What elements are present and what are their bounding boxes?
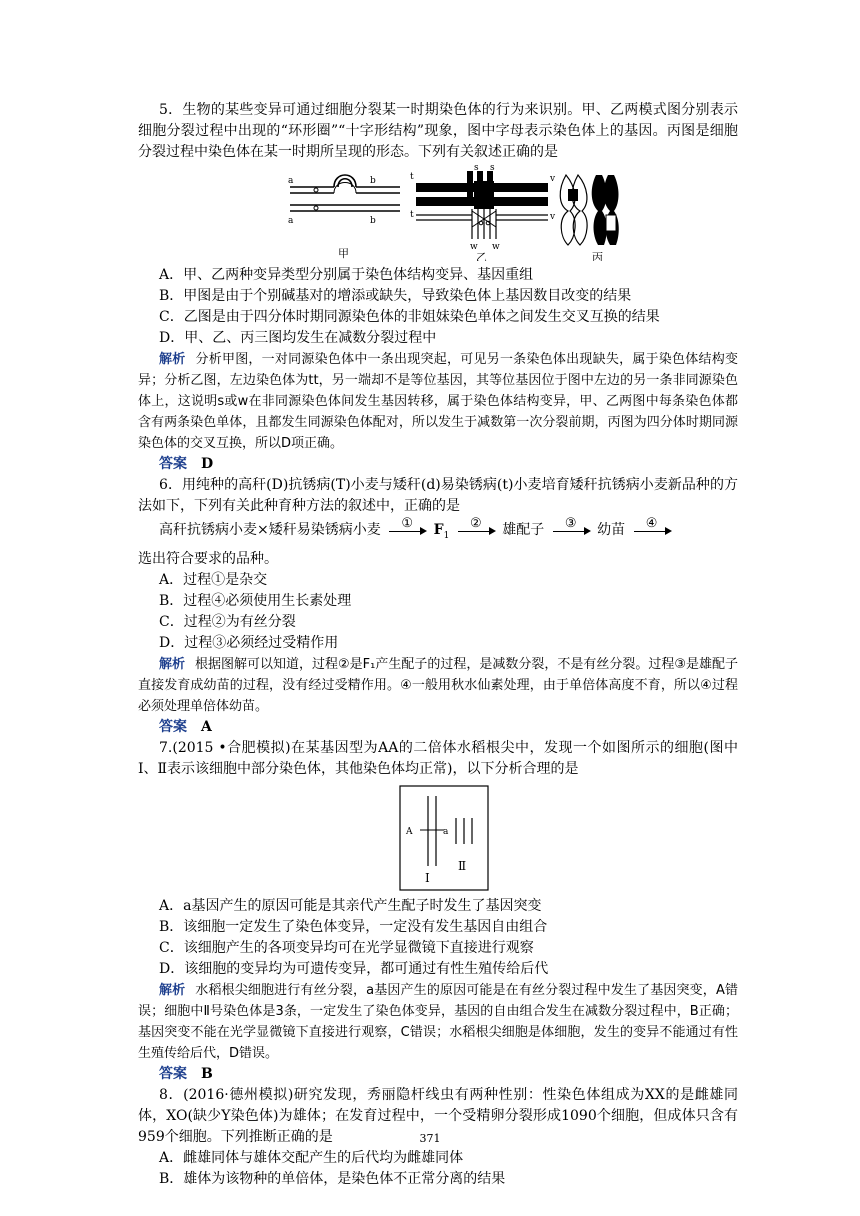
label-A: A xyxy=(406,826,413,837)
q5-figure xyxy=(138,165,738,261)
flow-f1: $F_1$ xyxy=(433,522,450,541)
label-bing: 丙 xyxy=(592,251,603,261)
step-4-label: ④ xyxy=(645,516,658,531)
q7-analysis-text: 水稻根尖细胞进行有丝分裂，a基因产生的原因可能是在有丝分裂过程中发生了基因突变，A错误；细胞中Ⅱ号染色体是3条，一定发生了染色体变异，基因的自由组合发生在减数分裂过程中，B正确；基因突变不能在光学显微镜下直接进行观察，C错误；水稻根尖细胞是体细胞，发生的变异不能通过有性生殖传给后代，D错误。 xyxy=(138,982,738,1061)
q7-answer-value: B xyxy=(201,1065,213,1082)
arrow-step-3 xyxy=(551,516,591,537)
answer-label: 答案 xyxy=(159,1065,187,1082)
analysis-label: 解析 xyxy=(159,352,186,367)
label-yi: 乙 xyxy=(476,251,487,261)
q6-answer xyxy=(138,717,738,738)
q5-answer-value: D xyxy=(201,456,214,472)
q7-figure xyxy=(138,784,738,894)
analysis-label: 解析 xyxy=(159,656,186,672)
q6-analysis xyxy=(138,654,738,717)
analysis-label: 解析 xyxy=(159,982,186,998)
q6-option-b: B．过程④必须使用生长素处理 xyxy=(159,592,352,609)
q8-option-b: B．雄体为该物种的单倍体，是染色体不正常分离的结果 xyxy=(159,1170,506,1187)
arrow-step-1 xyxy=(387,516,427,537)
q7-option-b: B．该细胞一定发生了染色体变异，一定没有发生基因自由组合 xyxy=(159,918,548,935)
q5-analysis xyxy=(138,349,738,454)
q6-option-d: D．过程③必须经过受精作用 xyxy=(159,634,339,651)
q8-stem: 8．(2016·德州模拟)研究发现，秀丽隐杆线虫有两种性别：性染色体组成为XX的是雌雄同体，XO(缺少Y染色体)为雄体；在发育过程中，一个受精卵分裂形成1090个细胞，但成体只含有959个细胞。下列推断正确的是 xyxy=(138,1086,738,1145)
label-s-2: s xyxy=(490,165,495,173)
label-s-1: s xyxy=(474,165,479,173)
figure-yi xyxy=(410,165,556,261)
answer-label: 答案 xyxy=(159,718,187,735)
q8-option-a: A．雌雄同体与雄体交配产生的后代均为雌雄同体 xyxy=(159,1149,464,1166)
arrow-step-4 xyxy=(632,516,672,537)
q6-stem: 6．用纯种的高秆(D)抗锈病(T)小麦与矮秆(d)易染锈病(t)小麦培育矮秆抗锈病小麦新品种的方法如下，下列有关此种育种方法的叙述中，正确的是 xyxy=(138,477,738,514)
figure-jia xyxy=(288,175,400,260)
answer-label: 答案 xyxy=(159,456,187,472)
page-number: 371 xyxy=(419,1132,441,1145)
q5-figure-svg xyxy=(138,165,738,261)
page-content xyxy=(138,100,738,1190)
q7-analysis xyxy=(138,980,738,1064)
q5-stem: 5．生物的某些变异可通过细胞分裂某一时期染色体的行为来识别。甲、乙两模式图分别表示细胞分裂过程中出现的“环形圈”“十字形结构”现象，图中字母表示染色体上的基因。丙图是细胞分裂过程中染色体在某一时期所呈现的形态。下列有关叙述正确的是 xyxy=(138,102,738,160)
step-1-label: ① xyxy=(401,516,414,531)
q5-option-b: B．甲图是由于个别碱基对的增添或缺失，导致染色体上基因数目改变的结果 xyxy=(159,288,632,304)
label-b-top: b xyxy=(370,176,376,186)
label-t-top: t xyxy=(410,172,414,182)
flow-seedling: 幼苗 xyxy=(597,522,626,538)
q5-analysis-text: 分析甲图，一对同源染色体中一条出现突起，可见另一条染色体出现缺失，属于染色体结构变异；分析乙图，左边染色体为tt，另一端却不是等位基因，其等位基因位于图中左边的另一条非同源染色体上，这说明s或w在非同源染色体间发生基因转移，属于染色体结构变异，甲、乙两图中每条染色体都含有两条染色单体，且都发生同源染色体配对，所以发生于减数第一次分裂前期，丙图为四分体时期同源染色体的交叉互换，所以D项正确。 xyxy=(138,352,738,451)
flow-gamete: 雄配子 xyxy=(502,522,545,538)
flow-end: 选出符合要求的品种。 xyxy=(138,550,278,567)
q5-answer xyxy=(138,454,738,475)
label-chromosome-I: Ⅰ xyxy=(425,870,430,885)
label-a: a xyxy=(443,826,449,837)
q7-answer xyxy=(138,1064,738,1085)
label-v-top: v xyxy=(550,174,556,184)
label-w-1: w xyxy=(470,242,478,252)
figure-bing xyxy=(560,175,619,261)
q7-option-c: C．该细胞产生的各项变异均可在光学显微镜下直接进行观察 xyxy=(159,939,534,956)
flow-start: 高秆抗锈病小麦×矮秆易染锈病小麦 xyxy=(159,522,381,538)
q6-option-a: A．过程①是杂交 xyxy=(159,571,268,588)
label-chromosome-II: Ⅱ xyxy=(458,858,467,873)
label-t-bottom: t xyxy=(410,210,414,220)
q5-option-a: A．甲、乙两种变异类型分别属于染色体结构变异、基因重组 xyxy=(159,267,534,283)
q6-analysis-text: 根据图解可以知道，过程②是F₁产生配子的过程，是减数分裂，不是有丝分裂。过程③是雄配子直接发育成幼苗的过程，没有经过受精作用。④一般用秋水仙素处理，由于单倍体高度不育，所以④过程必须处理单倍体幼苗。 xyxy=(138,656,739,714)
label-a-top: a xyxy=(288,176,294,186)
q6-option-c: C．过程②为有丝分裂 xyxy=(159,613,296,630)
q5-option-d: D．甲、乙、丙三图均发生在减数分裂过程中 xyxy=(159,330,437,346)
label-v-bottom: v xyxy=(550,212,556,222)
step-2-label: ② xyxy=(469,516,482,531)
q7-option-d: D．该细胞的变异均为可遗传变异，都可通过有性生殖传给后代 xyxy=(159,960,549,977)
arrow-step-2 xyxy=(456,516,496,537)
label-jia: 甲 xyxy=(338,247,349,260)
q7-stem: 7.(2015 •合肥模拟)在某基因型为AA的二倍体水稻根尖中，发现一个如图所示的细胞(图中Ⅰ、Ⅱ表示该细胞中部分染色体，其他染色体均正常)，以下分析合理的是 xyxy=(138,739,738,777)
label-w-2: w xyxy=(492,242,500,252)
q5-option-c: C．乙图是由于四分体时期同源染色体的非姐妹染色单体之间发生交叉互换的结果 xyxy=(159,309,660,325)
step-3-label: ③ xyxy=(564,516,577,531)
q7-option-a: A．a基因产生的原因可能是其亲代产生配子时发生了基因突变 xyxy=(159,897,542,914)
q7-cell-svg xyxy=(138,784,738,894)
q6-flow xyxy=(138,517,738,549)
label-a-bottom: a xyxy=(288,216,294,226)
q6-answer-value: A xyxy=(201,718,212,735)
label-b-bottom: b xyxy=(370,216,376,226)
